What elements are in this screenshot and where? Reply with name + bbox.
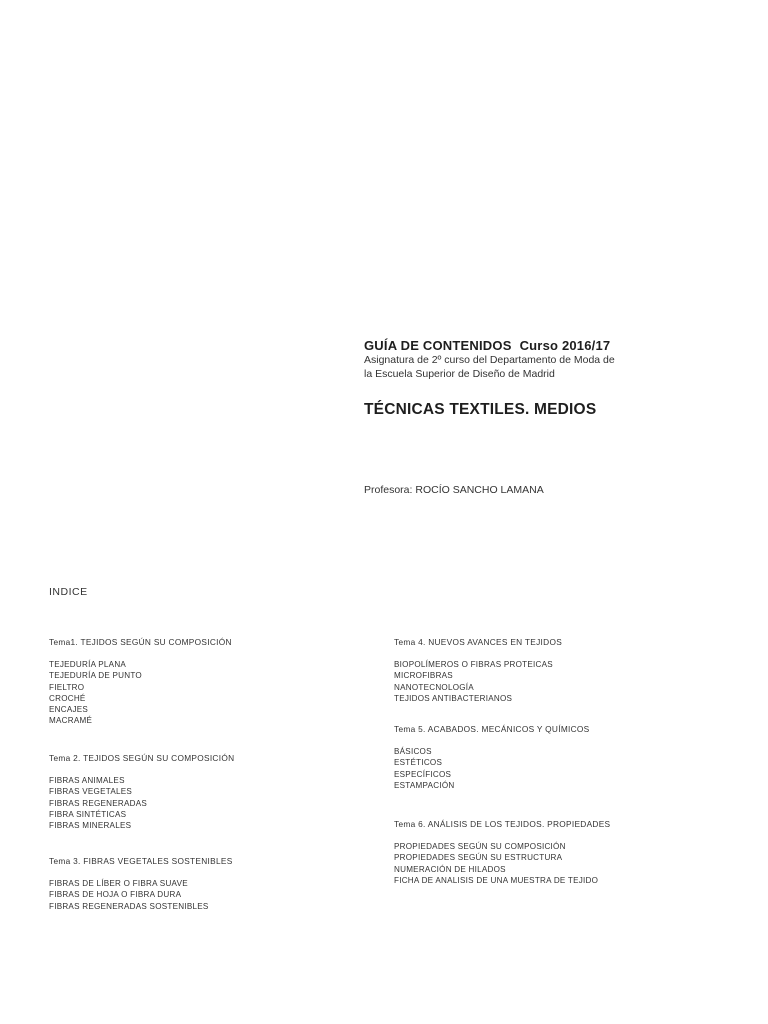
topic-items: [49, 659, 389, 727]
list-item: FIBRAS DE LÍBER O FIBRA SUAVE: [49, 879, 188, 888]
professor-name: ROCÍO SANCHO LAMANA: [415, 484, 544, 496]
index-column-right: [394, 637, 734, 886]
list-item: FIBRAS VEGETALES: [49, 787, 133, 797]
list-item: MACRAMÉ: [49, 716, 93, 726]
topic-block: [49, 637, 389, 753]
list-item: FIBRAS DE HOJA O FIBRA DURA: [49, 890, 182, 900]
list-item: FIBRA SINTÉTICAS: [49, 809, 127, 819]
guide-title: [364, 338, 754, 353]
list-item: CROCHÉ: [49, 693, 86, 703]
document-header: [364, 338, 754, 381]
subject-title: TÉCNICAS TEXTILES. MEDIOS: [364, 401, 597, 418]
subtitle-line-2: la Escuela Superior de Diseño de Madrid: [364, 368, 555, 380]
course-year: Curso 2016/17: [519, 338, 611, 353]
list-item: BÁSICOS: [394, 747, 432, 756]
list-item: BIOPOLÍMEROS O FIBRAS PROTEICAS: [394, 660, 553, 669]
list-item: FICHA DE ANALISIS DE UNA MUESTRA DE TEJIDO: [394, 875, 599, 885]
list-item: FIBRAS ANIMALES: [49, 776, 125, 785]
topic-heading: Tema 6. ANÁLISIS DE LOS TEJIDOS. PROPIEDADES: [394, 819, 611, 829]
topic-block: [394, 637, 734, 724]
professor-label: Profesora:: [364, 484, 413, 496]
list-item: PROPIEDADES SEGÚN SU ESTRUCTURA: [394, 853, 563, 863]
topic-heading: Tema 3. FIBRAS VEGETALES SOSTENIBLES: [49, 856, 233, 866]
topic-block: [49, 753, 389, 856]
list-item: MICROFIBRAS: [394, 671, 453, 681]
list-item: ESTÉTICOS: [394, 758, 443, 768]
topic-heading: Tema 2. TEJIDOS SEGÚN SU COMPOSICIÓN: [49, 753, 235, 763]
topic-items: [394, 659, 734, 704]
list-item: NUMERACIÓN DE HILADOS: [394, 864, 506, 874]
index-column-left: [49, 637, 389, 912]
professor-line: [364, 484, 544, 496]
topic-items: [394, 746, 734, 791]
subtitle-line-1: Asignatura de 2º curso del Departamento de Moda de: [364, 354, 615, 366]
topic-items: [394, 841, 734, 886]
list-item: NANOTECNOLOGÍA: [394, 682, 474, 692]
list-item: ESPECÍFICOS: [394, 769, 452, 779]
list-item: ESTAMPACIÓN: [394, 780, 455, 790]
guide-label: GUÍA DE CONTENIDOS: [364, 338, 512, 353]
list-item: TEJEDURÍA PLANA: [49, 660, 127, 669]
topic-block: [394, 724, 734, 819]
index-heading: INDICE: [49, 586, 88, 598]
topic-block: [394, 819, 734, 886]
topic-block: [49, 856, 389, 912]
list-item: FIBRAS REGENERADAS SOSTENIBLES: [49, 901, 209, 911]
list-item: FIBRAS REGENERADAS: [49, 798, 148, 808]
topic-heading: Tema 4. NUEVOS AVANCES EN TEJIDOS: [394, 637, 563, 647]
topic-items: [49, 775, 389, 831]
list-item: TEJIDOS ANTIBACTERIANOS: [394, 693, 513, 703]
topic-heading: Tema 5. ACABADOS. MECÁNICOS Y QUÍMICOS: [394, 724, 590, 734]
topic-items: [49, 878, 389, 912]
topic-heading: Tema1. TEJIDOS SEGÚN SU COMPOSICIÓN: [49, 637, 232, 647]
list-item: ENCAJES: [49, 705, 89, 715]
list-item: FIELTRO: [49, 682, 85, 692]
list-item: PROPIEDADES SEGÚN SU COMPOSICIÓN: [394, 842, 566, 851]
list-item: FIBRAS MINERALES: [49, 821, 132, 831]
list-item: TEJEDURÍA DE PUNTO: [49, 671, 142, 681]
